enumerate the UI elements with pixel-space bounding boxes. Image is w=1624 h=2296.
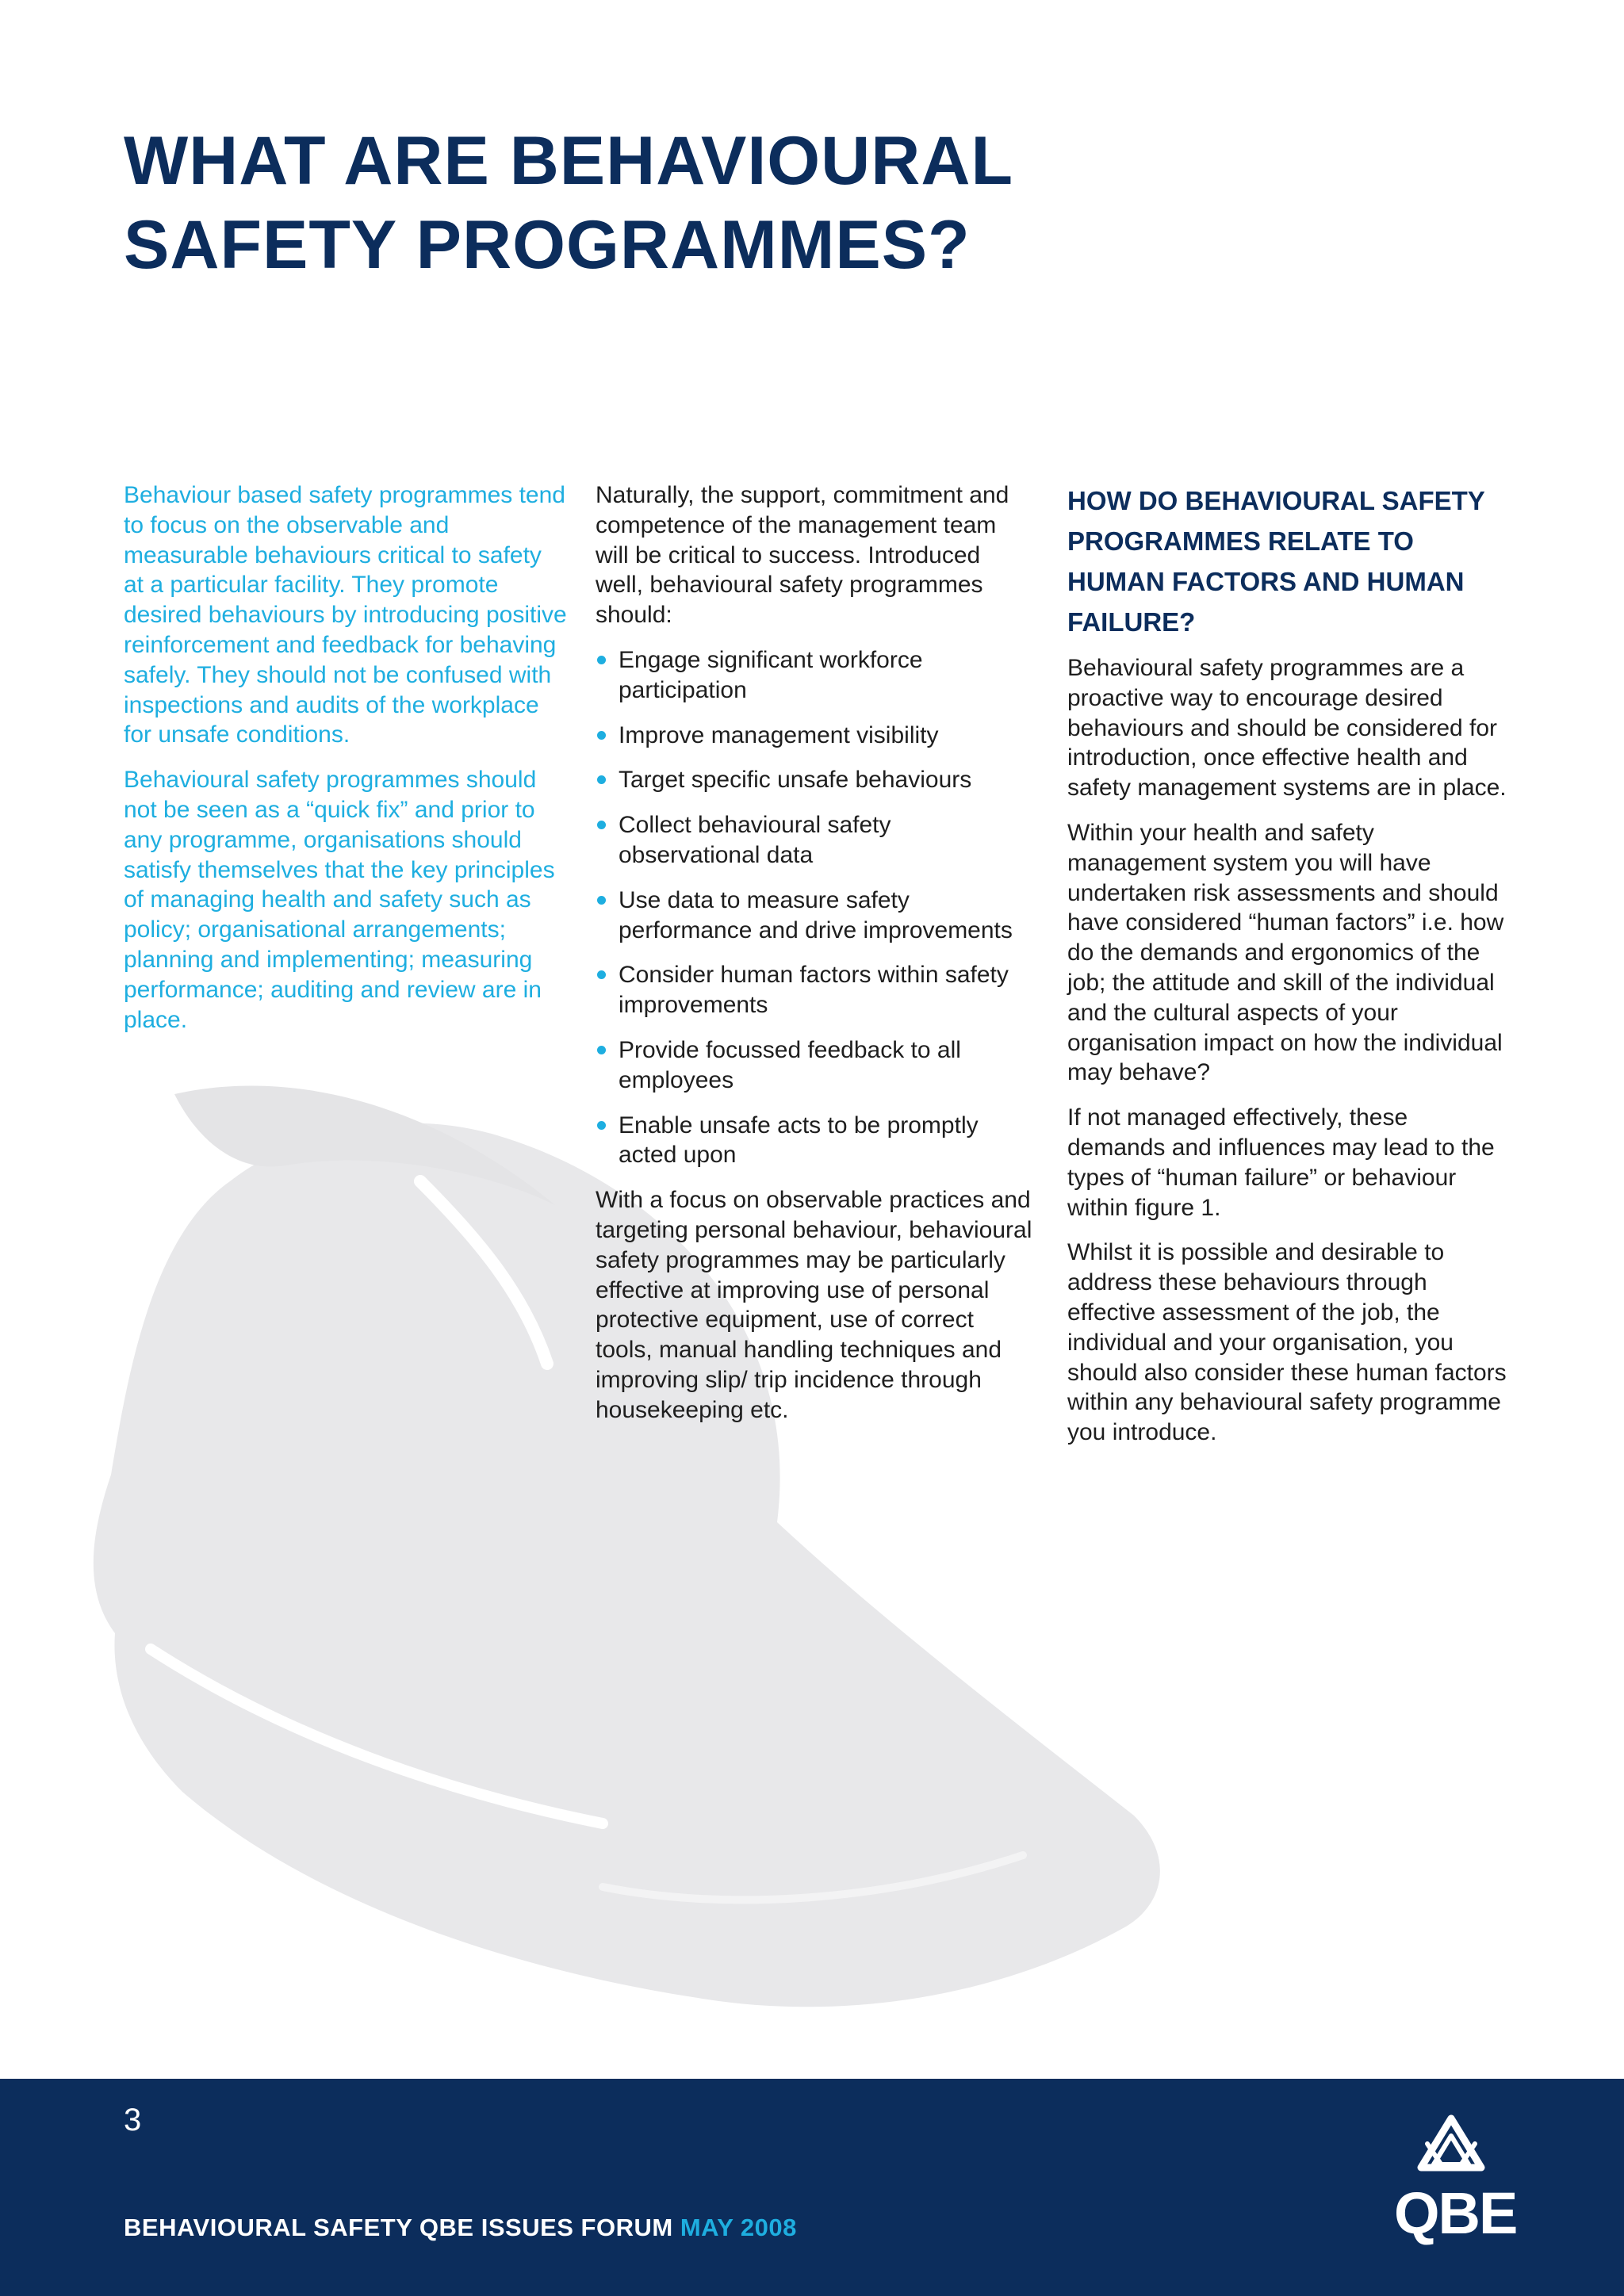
page-title (124, 119, 1313, 287)
list-item-text: Engage significant workforce participation (619, 646, 923, 703)
footer-publication-title (124, 2214, 797, 2242)
intro-column (124, 480, 568, 1050)
human-factors-column (1067, 480, 1511, 1463)
footer-title-text: BEHAVIOURAL SAFETY QBE ISSUES FORUM (124, 2214, 673, 2241)
human-factors-paragraph-2: Within your health and safety management system you will have undertaken risk assessments and should have considered “human factors” i.e. how do the demands and ergonomics of the job; the attitude and skill of the individual and the cultural aspects of your organisation impact on how the individual may behave? (1067, 819, 1504, 1086)
section-heading: HOW DO BEHAVIOURAL SAFETY PROGRAMMES RELATE TO HUMAN FACTORS AND HUMAN FAILURE? (1067, 486, 1485, 637)
list-item-text: Improve management visibility (619, 721, 939, 748)
bullet-dot-icon (597, 896, 606, 905)
list-item (596, 1111, 1033, 1171)
bullet-dot-icon (597, 656, 606, 664)
intro-paragraph-2: Behavioural safety programmes should not be seen as a “quick fix” and prior to any programme, organisations should satisfy themselves that the key principles of managing health and safety such as policy; organisational arrangements; planning and implementing; measuring performance; auditing and review are in place. (124, 767, 555, 1033)
list-item (596, 810, 1033, 871)
page-title-line-1: WHAT ARE BEHAVIOURAL (124, 123, 1014, 199)
human-factors-paragraph-4: Whilst it is possible and desirable to address these behaviours through effective assessment of the job, the individual and your organisation, you should also consider these human factors within any behavioural safety programme you introduce. (1067, 1239, 1507, 1446)
list-item (596, 960, 1033, 1020)
bullet-dot-icon (597, 1121, 606, 1130)
human-factors-paragraph-1: Behavioural safety programmes are a proactive way to encourage desired behaviours and should be considered for introduction, once effective health and safety management systems are in place. (1067, 655, 1507, 802)
list-item-text: Consider human factors within safety improvements (619, 962, 1009, 1019)
intro-paragraph-1: Behaviour based safety programmes tend to focus on the observable and measurable behaviours critical to safety at a particular facility. They promote desired behaviours by introducing positive reinforcement and feedback for behaving safely. They should not be confused with inspections and audits of the workplace for unsafe conditions. (124, 482, 567, 748)
qbe-logo-wordmark: QBE (1394, 2180, 1517, 2246)
bullet-dot-icon (597, 1046, 606, 1054)
list-item-text: Collect behavioural safety observational data (619, 812, 891, 868)
bullet-dot-icon (597, 970, 606, 979)
list-item (596, 1035, 1033, 1096)
list-item (596, 886, 1033, 946)
page-title-line-2: SAFETY PROGRAMMES? (124, 207, 971, 283)
list-item-text: Target specific unsafe behaviours (619, 767, 972, 794)
footer-date: MAY 2008 (680, 2214, 797, 2241)
list-item-text: Enable unsafe acts to be promptly acted upon (619, 1112, 979, 1169)
bullet-dot-icon (597, 821, 606, 829)
bullet-dot-icon (597, 775, 606, 784)
list-item (596, 645, 1033, 706)
bullet-dot-icon (597, 731, 606, 740)
programme-column (596, 480, 1033, 1441)
list-item (596, 765, 1033, 795)
list-item (596, 721, 1033, 751)
list-item-text: Provide focussed feedback to all employees (619, 1036, 961, 1093)
list-item-text: Use data to measure safety performance and drive improvements (619, 886, 1013, 943)
programme-outro-paragraph: With a focus on observable practices and targeting personal behaviour, behavioural safety programmes may be particularly effective at improving use of personal protective equipment, use of correct tools, manual handling techniques and improving slip/ trip incidence through housekeeping etc. (596, 1187, 1032, 1423)
page-footer (0, 2079, 1624, 2296)
programme-intro-paragraph: Naturally, the support, commitment and competence of the management team will be critical to success. Introduced well, behavioural safety programmes should: (596, 482, 1009, 629)
programme-bullet-list (596, 645, 1033, 1170)
human-factors-paragraph-3: If not managed effectively, these demands and influences may lead to the types of “human failure” or behaviour within figure 1. (1067, 1104, 1495, 1221)
page-number: 3 (124, 2103, 142, 2137)
